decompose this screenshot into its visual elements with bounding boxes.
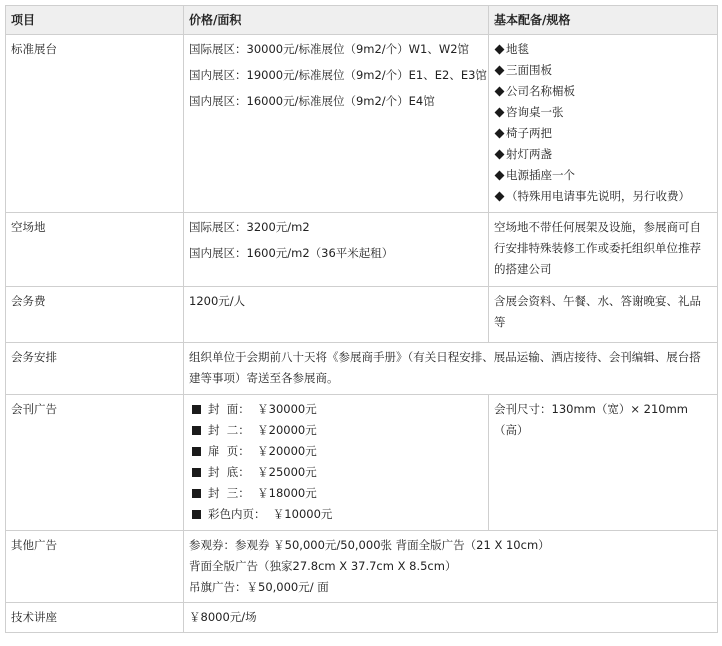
item-cell: 会务安排 xyxy=(6,343,184,395)
list-item: 彩色内页： ￥10000元 xyxy=(189,504,483,525)
header-item: 项目 xyxy=(6,6,184,35)
list-item: 地毯 xyxy=(494,39,712,60)
price-line: 国际展区：3200元/m2 xyxy=(189,220,310,234)
price-cell: ￥8000元/场 xyxy=(184,603,718,633)
header-row xyxy=(6,6,718,35)
square-bullet-icon xyxy=(192,447,201,456)
list-item: 三面围板 xyxy=(494,60,712,81)
square-bullet-icon xyxy=(192,426,201,435)
list-item: 椅子两把 xyxy=(494,123,712,144)
list-item: 扉 页： ￥20000元 xyxy=(189,441,483,462)
item-cell: 标准展台 xyxy=(6,35,184,213)
list-item: 射灯两盏 xyxy=(494,144,712,165)
price-cell: 1200元/人 xyxy=(184,287,489,343)
equipment-cell: 空场地不带任何展架及设施，参展商可自行安排特殊装修工作或委托组织单位推荐的搭建公司 xyxy=(489,213,718,287)
list-item: （特殊用电请事先说明，另行收费） xyxy=(494,186,712,207)
diamond-bullet-icon xyxy=(495,108,505,118)
price-cell xyxy=(184,35,489,213)
price-line: 国内展区：1600元/m2（36平米起租） xyxy=(189,246,394,260)
equipment-cell: 含展会资料、午餐、水、答谢晚宴、礼品等 xyxy=(489,287,718,343)
item-cell: 会刊广告 xyxy=(6,395,184,531)
diamond-bullet-icon xyxy=(495,129,505,139)
item-cell: 技术讲座 xyxy=(6,603,184,633)
square-bullet-icon xyxy=(192,468,201,477)
table-row-conference-fee xyxy=(6,287,718,343)
ad-line: 背面全版广告（独家27.8cm X 37.7cm X 8.5cm） xyxy=(189,559,457,573)
equipment-cell xyxy=(489,35,718,213)
price-cell xyxy=(184,213,489,287)
price-line: 国内展区：16000元/标准展位（9m2/个）E4馆 xyxy=(189,94,435,108)
table-row-standard-booth xyxy=(6,35,718,213)
list-item: 封 二： ￥20000元 xyxy=(189,420,483,441)
diamond-bullet-icon xyxy=(495,192,505,202)
diamond-bullet-icon xyxy=(495,66,505,76)
table-row-other-ads xyxy=(6,531,718,603)
ad-line: 吊旗广告：￥50,000元/ 面 xyxy=(189,580,329,594)
arrangement-cell: 组织单位于会期前八十天将《参展商手册》（有关日程安排、展品运输、酒店接待、会刊编辑、展台搭建等事项）寄送至各参展商。 xyxy=(184,343,718,395)
price-line: 国内展区：19000元/标准展位（9m2/个）E1、E2、E3馆 xyxy=(189,68,487,82)
list-item: 封 底： ￥25000元 xyxy=(189,462,483,483)
header-equipment: 基本配备/规格 xyxy=(489,6,718,35)
list-item: 公司名称楣板 xyxy=(494,81,712,102)
price-cell xyxy=(184,395,489,531)
list-item: 咨询桌一张 xyxy=(494,102,712,123)
diamond-bullet-icon xyxy=(495,150,505,160)
table-row-catalog-ads xyxy=(6,395,718,531)
diamond-bullet-icon xyxy=(495,171,505,181)
pricing-table xyxy=(5,5,718,633)
diamond-bullet-icon xyxy=(495,87,505,97)
table-row-arrangement xyxy=(6,343,718,395)
price-line: 国际展区：30000元/标准展位（9m2/个）W1、W2馆 xyxy=(189,42,470,56)
table-row-empty-space xyxy=(6,213,718,287)
other-ads-cell xyxy=(184,531,718,603)
item-cell: 空场地 xyxy=(6,213,184,287)
square-bullet-icon xyxy=(192,405,201,414)
list-item: 电源插座一个 xyxy=(494,165,712,186)
square-bullet-icon xyxy=(192,510,201,519)
header-price: 价格/面积 xyxy=(184,6,489,35)
diamond-bullet-icon xyxy=(495,45,505,55)
equipment-cell: 会刊尺寸：130mm（宽）× 210mm（高） xyxy=(489,395,718,531)
table-row-tech-seminar xyxy=(6,603,718,633)
square-bullet-icon xyxy=(192,489,201,498)
ad-line: 参观券：参观券 ￥50,000元/50,000张 背面全版广告（21 X 10cm） xyxy=(189,538,550,552)
list-item: 封 面： ￥30000元 xyxy=(189,399,483,420)
item-cell: 其他广告 xyxy=(6,531,184,603)
item-cell: 会务费 xyxy=(6,287,184,343)
list-item: 封 三： ￥18000元 xyxy=(189,483,483,504)
